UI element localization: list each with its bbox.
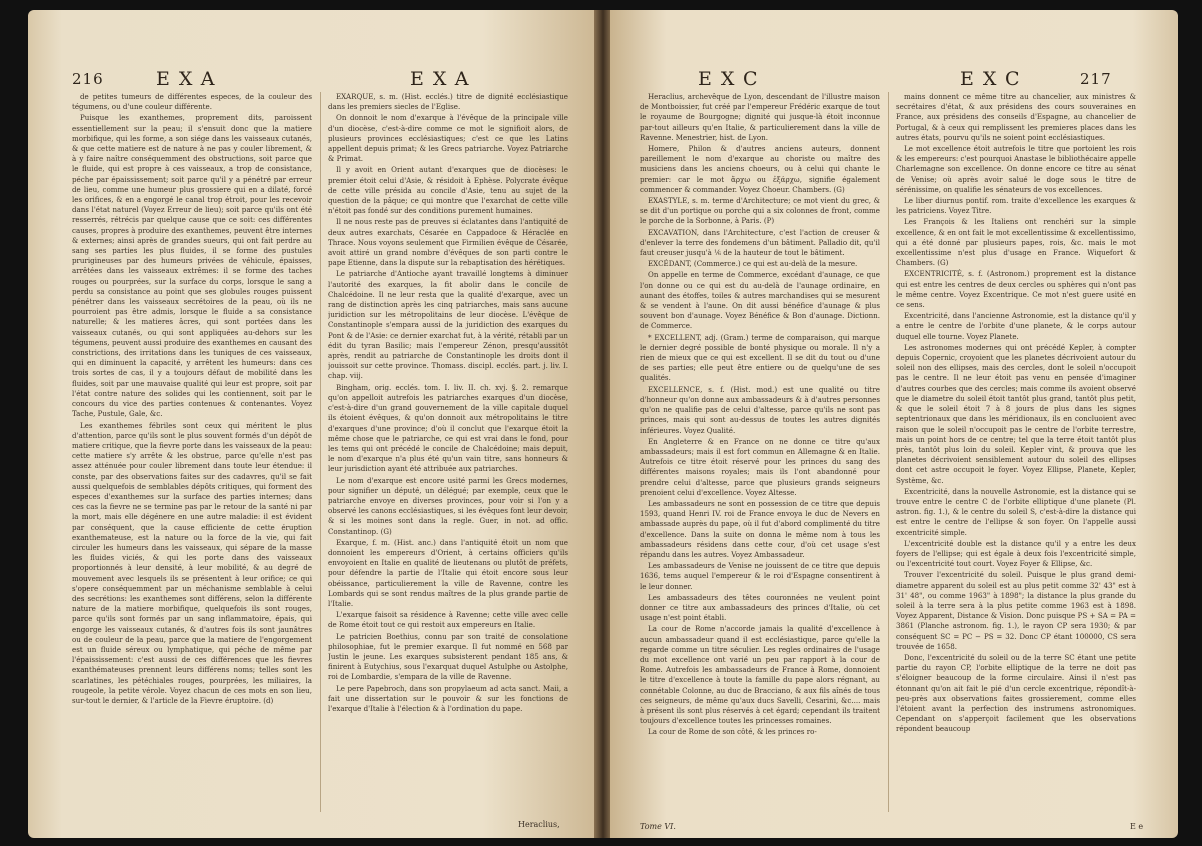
page-number-left: 216: [72, 70, 104, 88]
paragraph: Le mot excellence étoit autrefois le titre que portoient les rois & les empereurs: c'est pourquoi Anastase le bibliothécaire appelle Charlemagne son excellence. On donne encore ce titre au sénat de Venise; où après avoir salué le doge sous le titre de sérénissime, on qualifie les sénateurs de vos excellences.: [896, 144, 1136, 194]
left-page: [28, 10, 596, 838]
paragraph: EXCAVATION, dans l'Architecture, c'est l'action de creuser & d'enlever la terre des fondemens d'un bâtiment. Palladio dit, qu'il faut creuser jusqu'à ⅙ de la hauteur de tout le bâtiment.: [640, 227, 880, 258]
column-rule: [320, 92, 321, 812]
paragraph: Trouver l'excentricité du soleil. Puisque le plus grand demi-diametre apparent du soleil est au plus petit comme 32' 43" est à 31' 48", ou comme 1963" à 1898"; la distance la plus grande du soleil à la terre sera à la plus petite comme 1963 est à 1898. Voyez Apparent, Distance & Vision. Donc puisque PS + SA = PA = 3861 (Planche astronom. fig. 1.), le rayon CP sera 1930; & par conséquent SC = PC − PS = 32. Donc CP étant 100000, CS sera trouvée de 1658.: [896, 570, 1136, 651]
running-head-left-1: EXA: [156, 68, 224, 90]
right-page-column-2: [896, 92, 1136, 818]
paragraph: EXCENTRICITÉ, s. f. (Astronom.) proprement est la distance qui est entre les centres de deux cercles ou sphères qui n'ont pas le même centre. Voyez Excentrique. Ce mot n'est guere usité en ce sens.: [896, 269, 1136, 310]
paragraph: Les ambassadeurs ne sont en possession de ce titre que depuis 1593, quand Henri IV. roi de France envoya le duc de Nevers en ambassade auprès du pape, où il fut d'abord complimenté du titre d'excellence. Dans la suite on donna le même nom à tous les ambassadeurs résidens dans cette cour, d'où cet usage s'est répandu dans les autres. Voyez Ambassadeur.: [640, 498, 880, 559]
left-page-column-1: [72, 92, 312, 818]
paragraph: Le pere Papebroch, dans son propylaeum ad acta sanct. Maii, a fait une dissertation sur le pouvoir & sur les fonctions de l'exarque d'Italie à l'élection & à l'ordination du pape.: [328, 683, 568, 713]
paragraph: Excentricité, dans la nouvelle Astronomie, est la distance qui se trouve entre le centre C de l'orbite elliptique d'une planete (Pl. astron. fig. 1.), & le centre du soleil S, c'est-à-dire la distance qui est entre le centre de l'ellipse & son foyer. On l'appelle aussi excentricité simple.: [896, 486, 1136, 537]
paragraph: Les ambassadeurs de Venise ne jouissent de ce titre que depuis 1636, tems auquel l'empereur & le roi d'Espagne consentirent à le leur donner.: [640, 561, 880, 591]
paragraph: Puisque les exanthemes, proprement dits, paroissent essentiellement sur la peau; il s'ensuit donc que la matiere morbifique, qui les forme, a son siége dans les vaisseaux cutanés, & que cette matiere est de nature à ne pas y couler librement, & à y faire naître conséquemment des obstructions, soit parce que le fluide, qui est propre à ces vaisseaux, a trop de consistance, péche par épaississement; soit parce qu'il y a pénétré par erreur de lieu, comme une humeur plus grossiere qui en a dilaté, forcé les orifices, & en a engorgé le canal trop étroit, pour les recevoir dans l'état naturel (Voyez Erreur de lieu); soit parce qu'ils ont été resserrés, rétrécis par quelque cause que ce soit: ces différentes causes, propres à produire des exanthemes, peuvent être internes & externes; ainsi après de grandes sueurs, qui ont fait perdre au sang ses parties les plus fluides, il se forme des pustules prurigineuses par des humeurs privées de véhicule, épaisses, arrêtées dans les vaisseaux extrêmes: il se forme des taches rouges ou pourprées, sur la surface du corps, lorsque le sang a perdu sa consistance au point que ses globules rouges puissent pénétrer dans les vaisseaux secrétoires de la peau, où ils ne pourroient pas être admis, lorsque le fluide a sa consistance naturelle; & les matieres âcres, qui sont portées dans les vaisseaux cutanés, ou qui sont appliquées au-dehors sur les tégumens, peuvent aussi produire des exanthemes en causant des constrictions, des irritations dans les tuniques de ces vaisseaux, qui en diminuent la capacité, y arrêtent les humeurs: dans ces trois sortes de cas, il y a toujours défaut de mobilité dans les fluides, soit par une mauvaise qualité qui leur est propre, soit par l'état contre nature des solides qui les contiennent, soit par le concours du vice des parties contenues & contenantes. Voyez Tache, Pustule, Gale, &c.: [72, 113, 312, 419]
paragraph: mains donnent ce même titre au chancelier, aux ministres & secrétaires d'état, & aux présidens des cours souveraines en France, aux présidens des conseils d'Espagne, au chancelier de Portugal, & à ceux qui remplissent les premieres places dans les autres états, pourvu qu'ils ne soient point ecclésiastiques.: [896, 92, 1136, 142]
paragraph: Bingham, orig. ecclés. tom. I. liv. II. ch. xvj. §. 2. remarque qu'on appelloit autrefois les patriarches exarques d'un diocèse, c'est-à-dire d'un grand gouvernement de la ville capitale duquel ils étoient évêques, & qu'on donnoit aux métropolitains le titre d'exarques d'une province; d'où il conclut que l'exarque étoit la même chose que le patriarche, ce qui est vrai dans le fond, pour les tems qui ont précédé le concile de Chalcédoine; mais depuit, le nom d'exarque n'a plus été qu'un vain titre, sans honneurs & leur jurisdiction ayant été attribuée aux patriarches.: [328, 382, 568, 474]
catchword-left: Heraclius,: [518, 820, 560, 829]
paragraph: Exarque, f. m. (Hist. anc.) dans l'antiquité étoit un nom que donnoient les empereurs d'Orient, à certains officiers qu'ils envoyoient en Italie en qualité de lieutenans ou plutôt de préfets, pour défendre la partie de l'Italie qui étoit encore sous leur obéissance, particulierement la ville de Ravenne, contre les Lombards qui se sont rendus maîtres de la plus grande partie de l'Italie.: [328, 537, 568, 608]
page-number-right: 217: [1080, 70, 1112, 88]
paragraph: Les exanthemes fébriles sont ceux qui méritent le plus d'attention, parce qu'ils sont le plus souvent formés d'un dépôt de matiere critique, que la fievre porte dans les vaisseaux de la peau: cette matiere s'y arrête & les obstrue, parce qu'elle n'est pas assez atténuée pour couler librement dans toute leur étendue: il conste, par des observations faites sur des cadavres, qu'il se fait aussi quelquefois de semblables dépôts critiques, qui forment des especes d'exanthemes sur la surface des parties internes; dans ces cas la fievre ne se termine pas par le retour de la santé ni par la mort, mais elle dégénere en une autre maladie: il est évident par conséquent, que la cause efficiente de cette éruption exanthemateuse, est la nature ou la force de la vie, qui fait circuler les humeurs dans les vaisseaux, qui sépare de la masse les fluides viciés, & qui les porte dans des vaisseaux proportionnés à leur densité, à leur mobilité, & au degré de mouvement avec lesquels ils se présentent à leur orifice; ce qui s'opere conséquemment par un méchanisme semblable à celui des secrétions: les exanthemes sont différens, selon la différente nature de la matiere morbifique, quelquefois ils sont rouges, parce qu'ils sont formés par un sang inflammatoire, épais, qui engorge les vaisseaux cutanés, & d'autres fois ils sont jaunâtres ou de couleur de la peau, parce que la matiere de l'engorgement est un fluide séreux ou lymphatique, qui péche de même par l'épaississement: c'est aussi de ces différences que les fievres exanthémateuses prennent leurs différens noms; telles sont les scarlatines, les pétéchiales rouges, pourprées, les miliaires, la rougeole, la petite vérole. Voyez chacun de ces mots en son lieu, sur-tout le dernier, & l'article de la Fievre éruptoire. (d): [72, 420, 312, 705]
catchword-right: E e: [1130, 822, 1144, 831]
paragraph: Les ambassadeurs des têtes couronnées ne veulent point donner ce titre aux ambassadeurs des princes d'Italie, où cet usage n'est point établi.: [640, 592, 880, 623]
running-head-left-2: EXA: [410, 68, 478, 90]
paragraph: EXCÉDANT, (Commerce.) ce qui est au-delà de la mesure.: [648, 259, 858, 269]
paragraph: Les François & les Italiens ont renchéri sur la simple excellence, & en ont fait le mot excellentissime & excellentissimo, qui a été donné par plusieurs papes, rois, &c. mais le mot excellentissime n'est plus d'usage en France. Wiquefort & Chambers. (G): [896, 217, 1136, 268]
paragraph: de petites tumeurs de différentes especes, de la couleur des tégumens, ou d'une couleur différente.: [72, 92, 312, 112]
running-head-right-2: EXC: [960, 68, 1029, 90]
paragraph: Il y avoit en Orient autant d'exarques que de diocèses: le premier étoit celui d'Asie, & résidoit à Ephèse. Polycrate évêque de cette ville présida au concile d'Asie, tenu au sujet de la question de la pâque; ce qui montre que l'exarchat de cette ville n'étoit pas fondé sur des conditions purement humaines.: [328, 165, 568, 216]
paragraph: Heraclius, archevêque de Lyon, descendant de l'illustre maison de Montboissier, fut créé par l'empereur Frédéric exarque de tout le royaume de Bourgogne; dignité qui jusque-là étoit inconnue par-tout ailleurs qu'en Italie, & particulierement dans la ville de Ravenne. Menestrier, hist. de Lyon.: [640, 92, 880, 142]
column-rule: [888, 92, 889, 812]
paragraph: En Angleterre & en France on ne donne ce titre qu'aux ambassadeurs; mais il est fort commun en Allemagne & en Italie. Autrefois ce titre étoit réservé pour les princes du sang des différentes maisons royales; mais ils l'ont abandonné pour prendre celui d'altesse, parce que plusieurs grands seigneurs prenoient celui d'excellence. Voyez Altesse.: [640, 436, 880, 497]
paragraph: On appelle en terme de Commerce, excédant d'aunage, ce que l'on donne ou ce qui est du au-delà de l'aunage ordinaire, en aunant des étoffes, toiles & autres marchandises qui se mesurent & se vendent à l'aune. On dit aussi bénéfice d'aunage & plus souvent bon d'aunage. Voyez Bénéfice & Bon d'aunage. Dictionn. de Commerce.: [640, 270, 880, 331]
paragraph: * EXCELLENT, adj. (Gram.) terme de comparaison, qui marque le dernier degré possible de bonté physique ou morale. Il n'y a rien de mieux que ce qui est excellent. Il se dit du tout ou d'une de ses parties; elle peut être entiere ou de quelqu'une de ses qualités.: [640, 332, 880, 383]
paragraph: La cour de Rome de son côté, & les princes ro-: [648, 727, 817, 737]
paragraph: Il ne nous reste pas de preuves si éclatantes dans l'antiquité de deux autres exarchats, Césarée en Cappadoce & Héraclée en Thrace. Nous voyons seulement que Firmilien évêque de Césarée, avoit attiré un grand nombre d'évêques de son parti contre le pape Etienne, dans la dispute sur la rebaptisation des hérétiques.: [328, 217, 568, 268]
left-page-column-2: [328, 92, 568, 818]
paragraph: EXCELLENCE, s. f. (Hist. mod.) est une qualité ou titre d'honneur qu'on donne aux ambassadeurs & à d'autres personnes qu'on ne qualifie pas de celui d'altesse, parce qu'ils ne sont pas princes, mais qui sont au-dessus de toutes les autres dignités inférieures. Voyez Qualité.: [640, 384, 880, 435]
right-page: [610, 10, 1178, 838]
open-book: [28, 10, 1178, 838]
paragraph: Le patricien Boethius, connu par son traité de consolatione philosophiae, fut le premier exarque. Il fut nommé en 568 par Justin le jeune. Les exarques subsisterent pendant 185 ans, & finirent à Eutychius, sous l'exarquat duquel Astulphe ou Astolphe, roi de Lombardie, s'empara de la ville de Ravenne.: [328, 631, 568, 682]
signature-mark: Tome VI.: [640, 822, 676, 831]
running-head-right-1: EXC: [698, 68, 767, 90]
paragraph: Homere, Philon & d'autres anciens auteurs, donnent pareillement le nom d'exarque au choriste ou maître des musiciens dans les anciens choeurs, ou à celui qui chante le premier: car le mot ἄρχω ou ἐξάρχω, signifie également commencer & commander. Voyez Choeur. Chambers. (G): [640, 144, 880, 194]
paragraph: L'excentricité double est la distance qu'il y a entre les deux foyers de l'ellipse; qui est égale à deux fois l'excentricité simple, ou l'excentricité tout court. Voyez Foyer & Ellipse, &c.: [896, 538, 1136, 569]
paragraph: L'exarque faisoit sa résidence à Ravenne; cette ville avec celle de Rome étoit tout ce qui restoit aux empereurs en Italie.: [328, 610, 568, 630]
paragraph: La cour de Rome n'accorde jamais la qualité d'excellence à aucun ambassadeur quand il est ecclésiastique, parce qu'elle la regarde comme un titre séculier. Les regles ordinaires de l'usage du mot excellence ont varié un peu par rapport à la cour de Rome. Autrefois les ambassadeurs de France à Rome, donnoient le titre d'excellence à toute la famille du pape alors régnant, au connétable Colonne, au duc de Bracciano, & aux fils aînés de tous ces seigneurs, de même qu'aux ducs Savelli, Cesarini, &c.... mais à présent ils sont plus réservés à cet égard; cependant ils traitent toujours d'excellence toutes les princesses romaines.: [640, 624, 880, 726]
paragraph: Le liber diurnus pontif. rom. traite d'excellence les exarques & les patriciens. Voyez Titre.: [896, 196, 1136, 216]
paragraph: Excentricité, dans l'ancienne Astronomie, est la distance qu'il y a entre le centre de l'orbite d'une planete, & le corps autour duquel elle tourne. Voyez Planete.: [896, 311, 1136, 341]
paragraph: On donnoit le nom d'exarque à l'évêque de la principale ville d'un diocèse, c'est-à-dire comme ce mot le signifioit alors, de plusieurs provinces ecclésiastiques; c'est ce que les Latins appellent depuis primat; & les Grecs patriarche. Voyez Patriarche & Primat.: [328, 113, 568, 164]
paragraph: EXARQUE, s. m. (Hist. ecclés.) titre de dignité ecclésiastique dans les premiers siecles de l'Eglise.: [328, 92, 568, 112]
right-page-column-1: [640, 92, 880, 818]
paragraph: Le nom d'exarque est encore usité parmi les Grecs modernes, pour signifier un député, un délégué; par exemple, ceux que le patriarche envoye en diverses provinces, pour voir si l'on y a observé les canons ecclésiastiques, si les évêques font leur devoir, & si les moines sont dans la regle. Guer, in not. ad offic. Constantinop. (G): [328, 475, 568, 536]
paragraph: EXASTYLE, s. m. terme d'Architecture; ce mot vient du grec, & se dit d'un portique ou porche qui a six colonnes de front, comme le porche de la Sorbonne, à Paris. (P): [640, 196, 880, 226]
paragraph: Les astronomes modernes qui ont précédé Kepler, à compter depuis Copernic, croyoient que les planetes décrivoient autour du soleil non des ellipses, mais des cercles, dont le soleil n'occupoit pas le centre. Il ne leur étoit pas venu en pensée d'imaginer d'autres courbes que des cercles; mais comme ils avoient observé que le diametre du soleil étoit tantôt plus grand, tantôt plus petit, & que le soleil étoit 7 à 8 jours de plus dans les signes septentrionaux que dans les méridionaux, ils en concluoient avec raison que le soleil n'occupoit pas le centre de l'orbite terrestre, mais un point hors de ce centre; tel que la terre étoit tantôt plus près, tantôt plus loin du soleil. Kepler vint, & prouva que les planetes décrivoient sensiblement autour du soleil des ellipses dont cet astre occupoit le foyer. Voyez Ellipse, Planete, Kepler, Système, &c.: [896, 342, 1136, 485]
paragraph: Donc, l'excentricité du soleil ou de la terre SC étant une petite partie du rayon CP, l'orbite elliptique de la terre ne doit pas s'éloigner beaucoup de la forme circulaire. Ainsi il n'est pas étonnant qu'on ait fait le pié d'un cercle excentrique, répondît-à-peu-près aux observations faites grossierement, comme elles l'étoient avant la perfection des instrumens astronomiques. Cependant on s'apperçoit facilement que les observations répondent beaucoup: [896, 652, 1136, 734]
paragraph: Le patriarche d'Antioche ayant travaillé longtems à diminuer l'autorité des exarques, la fit abolir dans le concile de Chalcédoine. Il ne leur resta que la qualité d'exarque, avec un rang de distinction après les cinq patriarches, mais sans aucune juridiction sur les métropolitains de leur diocèse. L'évêque de Constantinople s'empara aussi de la juridiction des exarques du Pont & de l'Asie: ce dernier exarchat fut, à la vérité, rétabli par un édit du tyran Basilic; mais l'empereur Zénon, presqu'aussitôt après, rendit au patriarche de Constantinople les droits dont il jouissoit sur cette province. Thomass. discipl. ecclés. part. j. liv. I. chap. viij.: [328, 269, 568, 381]
